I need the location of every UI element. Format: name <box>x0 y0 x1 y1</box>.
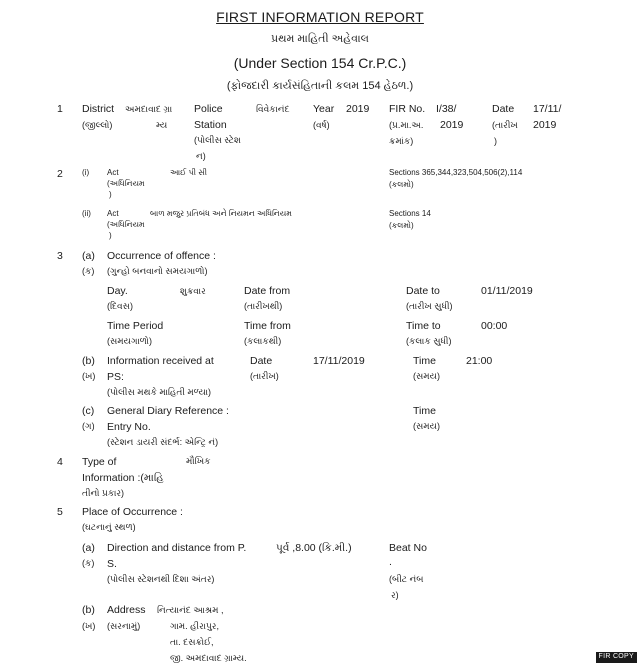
sections2-value: Sections 14 <box>389 209 431 218</box>
date-label-gujarati-close: ) <box>494 136 497 146</box>
gd-time-label: Time <box>413 405 436 417</box>
time-period-gujarati: (સમયગાળો) <box>107 336 153 346</box>
under-section: (Under Section 154 Cr.P.C.) <box>233 55 407 71</box>
info-date-label: Date <box>250 355 273 367</box>
beat-no-dot: . <box>389 556 392 568</box>
address-label: Address <box>107 604 146 616</box>
date-label-gujarati: (તારીખ <box>492 120 518 130</box>
sub-a: (a) <box>82 542 95 554</box>
sub-b-gujarati: (ખ) <box>82 621 96 631</box>
section-number: 5 <box>57 506 63 518</box>
act-value: આઈ પી સી <box>170 168 208 177</box>
occurrence-label-gujarati: (ગુન્હો બનવાનો સમયગાળો) <box>107 266 208 276</box>
act-label-close: ) <box>109 190 112 199</box>
act2-label: Act <box>107 209 119 218</box>
beat-no-label: Beat No <box>389 542 427 554</box>
address-label-gujarati: (સરનામું) <box>107 621 141 631</box>
address-value-line-2: ગામ. હીરાપુર, <box>170 621 219 631</box>
time-to-gujarati: (કલાક સુધી) <box>406 336 452 346</box>
report-title-gujarati: પ્રથમ માહિતી અહેવાલ <box>271 33 369 45</box>
act2-label-gujarati: (અધિનિયમ <box>107 220 145 229</box>
district-value: અમદાવાદ ગ્રા <box>125 104 173 114</box>
act-label: Act <box>107 168 119 177</box>
fir-copy-watermark: FIR COPY <box>596 652 637 663</box>
year-value: 2019 <box>346 103 370 115</box>
act-index-i: (i) <box>82 168 90 177</box>
police-station-gujarati-2: ન) <box>196 151 206 161</box>
fir-number-value: I/38/ <box>436 103 457 115</box>
district-label: District <box>82 103 115 115</box>
entry-no-label: Entry No. <box>107 421 151 433</box>
year-label-gujarati: (વર્ષ) <box>313 120 330 130</box>
beat-no-gujarati-2: ર) <box>391 590 399 600</box>
address-value-line-1: નિત્યાનંદ આશ્રમ , <box>157 605 224 615</box>
info-time-gujarati: (સમય) <box>413 371 441 381</box>
police-station-label: Police <box>194 103 223 115</box>
report-title: FIRST INFORMATION REPORT <box>216 9 424 25</box>
under-section-gujarati: (ફોજદારી કાર્યસંહિતાની કલમ 154 હેઠળ.) <box>226 80 414 92</box>
info-date-gujarati: (તારીખ) <box>250 371 279 381</box>
date-value: 17/11/ <box>533 103 562 115</box>
type-of-info-label-2: Information :(માહિ <box>82 472 164 484</box>
date-to-value: 01/11/2019 <box>481 285 533 297</box>
date-to-label: Date to <box>406 285 440 297</box>
police-station-gujarati: (પોલીસ સ્ટેશ <box>194 135 241 145</box>
date-label: Date <box>492 103 515 115</box>
occurrence-label: Occurrence of offence : <box>107 250 216 262</box>
direction-distance-label: Direction and distance from P. <box>107 542 247 554</box>
date-value-year: 2019 <box>533 119 557 131</box>
time-to-value: 00:00 <box>481 320 508 332</box>
act2-value: બાળ મજુર પ્રતિબંધ અને નિયમન અધિનિયમ <box>150 209 292 218</box>
date-from-gujarati: (તારીખથી) <box>244 301 283 311</box>
sections-value: Sections 365,344,323,504,506(2),114 <box>389 168 523 177</box>
place-of-occurrence-label: Place of Occurrence : <box>82 506 183 518</box>
sub-a: (a) <box>82 250 95 262</box>
sub-c: (c) <box>82 405 95 417</box>
place-of-occurrence-gujarati: (ઘટનાનું સ્થળ) <box>82 522 136 532</box>
sub-b-gujarati: (ખ) <box>82 371 96 381</box>
district-value-cont: મ્ય <box>156 120 168 130</box>
section-number: 1 <box>57 103 63 115</box>
time-from-gujarati: (કલાકથી) <box>244 336 282 346</box>
direction-distance-value: પૂર્વ ,8.00 (કિ.મી.) <box>276 542 352 554</box>
police-station-label-2: Station <box>194 119 227 131</box>
sub-a-gujarati: (ક) <box>82 558 95 568</box>
info-time-value: 21:00 <box>466 355 493 367</box>
act2-label-close: ) <box>109 231 112 240</box>
direction-distance-gujarati: (પોલીસ સ્ટેશનથી દિશા અંતર) <box>107 574 215 584</box>
info-time-label: Time <box>413 355 436 367</box>
general-diary-label: General Diary Reference : <box>107 405 229 417</box>
info-received-gujarati: (પોલીસ મથકે માહિતી મળ્યા) <box>107 387 212 397</box>
info-received-ps: PS: <box>107 371 124 383</box>
type-of-info-label: Type of <box>82 456 117 468</box>
sub-a-gujarati: (ક) <box>82 266 95 276</box>
beat-no-gujarati: (બીટ નંબ <box>389 574 424 584</box>
fir-number-label: FIR No. <box>389 103 426 115</box>
act-label-gujarati: (અધિનિયમ <box>107 179 145 188</box>
police-station-value: વિવેકાનંદ <box>256 104 290 114</box>
fir-number-year: 2019 <box>440 119 464 131</box>
address-value-line-3: તા. દસક્રોઈ, <box>170 637 214 647</box>
type-of-info-gujarati: તીનો પ્રકાર) <box>82 488 125 498</box>
section-number: 4 <box>57 456 63 468</box>
year-label: Year <box>313 103 335 115</box>
sub-b: (b) <box>82 604 95 616</box>
general-diary-gujarati: (સ્ટેશન ડાયરી સંદર્ભ: એન્ટ્રિ નં) <box>107 437 219 447</box>
act-index-ii: (ii) <box>82 209 91 218</box>
sections2-label-gujarati: (કલમો) <box>389 221 414 230</box>
address-value-line-4: જી. અમદાવાદ ગ્રામ્ય. <box>170 653 247 663</box>
sub-c-gujarati: (ગ) <box>82 421 95 431</box>
date-to-gujarati: (તારીખ સુધી) <box>406 301 453 311</box>
day-label-gujarati: (દિવસ) <box>107 301 133 311</box>
day-value: શુક્રવાર <box>180 286 206 296</box>
sections-label-gujarati: (કલમો) <box>389 180 414 189</box>
gd-time-gujarati: (સમય) <box>413 421 441 431</box>
info-received-label: Information received at <box>107 355 214 367</box>
fir-label-gujarati-2: ક્રમાંક) <box>389 136 414 146</box>
time-from-label: Time from <box>244 320 291 332</box>
time-to-label: Time to <box>406 320 441 332</box>
section-number: 2 <box>57 168 63 180</box>
time-period-label: Time Period <box>107 320 164 332</box>
type-of-info-value: મૌખિક <box>186 456 211 466</box>
fir-label-gujarati: (પ્ર.મા.અ. <box>389 120 424 130</box>
district-label-gujarati: (જીલ્લો) <box>82 120 113 130</box>
direction-distance-label-2: S. <box>107 558 117 570</box>
date-from-label: Date from <box>244 285 291 297</box>
info-date-value: 17/11/2019 <box>313 355 365 367</box>
sub-b: (b) <box>82 355 95 367</box>
section-number: 3 <box>57 250 63 262</box>
day-label: Day. <box>107 285 128 297</box>
